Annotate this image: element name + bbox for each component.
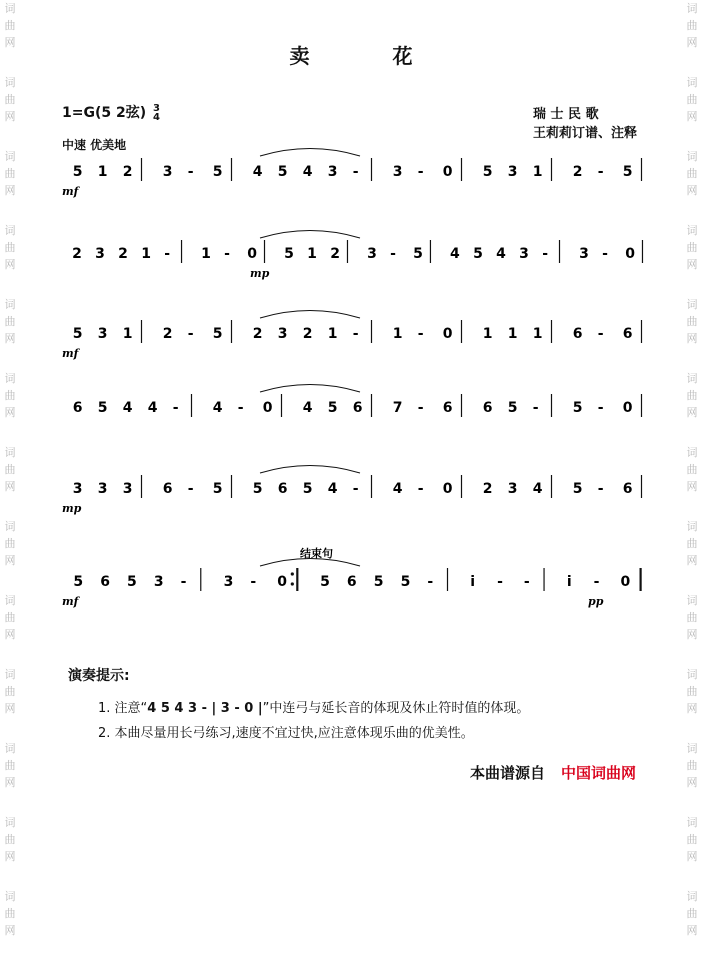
note: 6 xyxy=(162,481,173,497)
watermark-glyphs: 词 曲 网 xyxy=(4,372,16,419)
note: 4 xyxy=(122,400,133,416)
note: 4 xyxy=(302,400,313,416)
note: 3 xyxy=(579,246,589,262)
slur xyxy=(260,466,360,474)
note: 0 xyxy=(622,400,633,416)
slur xyxy=(260,149,360,157)
note: 1 xyxy=(122,326,133,342)
note: 3 xyxy=(277,326,288,342)
note: 3 xyxy=(519,246,529,262)
note: 0 xyxy=(442,164,453,180)
tip-1 xyxy=(98,697,529,716)
note: - xyxy=(187,326,194,342)
note: 3 xyxy=(507,481,518,497)
note: - xyxy=(224,246,230,262)
note: 3 xyxy=(97,481,108,497)
note: 3 xyxy=(507,164,518,180)
watermark-glyphs: 词 曲 网 xyxy=(4,2,16,49)
note: 5 xyxy=(97,400,108,416)
dynamic-marking: mp xyxy=(62,502,82,515)
note: 1 xyxy=(327,326,338,342)
note: 4 xyxy=(147,400,158,416)
note: 3 xyxy=(153,574,164,590)
note: 6 xyxy=(622,481,633,497)
footer xyxy=(470,762,636,783)
score-line xyxy=(60,547,658,633)
note: 4 xyxy=(392,481,403,497)
note: - xyxy=(187,164,194,180)
note: 3 xyxy=(367,246,377,262)
dynamic-marking: mf xyxy=(62,347,79,360)
time-sig-bottom: 4 xyxy=(153,112,160,123)
note: 4 xyxy=(327,481,338,497)
watermark-glyphs: 词 曲 网 xyxy=(4,594,16,641)
note: - xyxy=(352,164,359,180)
watermark-glyphs: 词 曲 网 xyxy=(4,150,16,197)
watermark-glyphs: 词 曲 网 xyxy=(686,2,698,49)
slur xyxy=(260,385,360,393)
note: 4 xyxy=(252,164,263,180)
note: 7 xyxy=(392,400,403,416)
note: 5 xyxy=(212,481,223,497)
note: 6 xyxy=(442,400,453,416)
note: 3 xyxy=(162,164,173,180)
note: 6 xyxy=(277,481,288,497)
note: 4 xyxy=(496,246,506,262)
note: 1 xyxy=(97,164,108,180)
note: 0 xyxy=(262,400,273,416)
note: - xyxy=(532,400,539,416)
note: - xyxy=(597,400,604,416)
note: 5 xyxy=(72,164,83,180)
tips-heading: 演奏提示: xyxy=(68,668,130,684)
note: 1 xyxy=(201,246,211,262)
note: 5 xyxy=(572,400,583,416)
note: 1 xyxy=(507,326,518,342)
note: - xyxy=(417,481,424,497)
tip-2: 2. 本曲尽量用长弓练习,速度不宜过快,应注意体现乐曲的优美性。 xyxy=(98,726,474,741)
note: 5 xyxy=(413,246,423,262)
watermark-right xyxy=(685,0,699,962)
note: i xyxy=(566,574,572,590)
note: 6 xyxy=(346,574,357,590)
note: 1 xyxy=(532,164,543,180)
note: 4 xyxy=(212,400,223,416)
watermark-glyphs: 词 曲 网 xyxy=(686,890,698,937)
dynamic-marking: mf xyxy=(62,185,79,198)
footer-source: 本曲谱源自 xyxy=(470,764,546,782)
note: - xyxy=(250,574,257,590)
note: 4 xyxy=(532,481,543,497)
score-line xyxy=(60,460,658,540)
note: 2 xyxy=(118,246,128,262)
watermark-glyphs: 词 曲 网 xyxy=(686,150,698,197)
watermark-glyphs: 词 曲 网 xyxy=(4,446,16,493)
note: - xyxy=(597,481,604,497)
time-sig-top: 3 xyxy=(153,103,160,114)
tip-1-suffix: ”中连弓与延长音的体现及休止符时值的体现。 xyxy=(262,701,530,716)
note: 1 xyxy=(532,326,543,342)
ending-label: 结束句 xyxy=(300,547,333,560)
note: 3 xyxy=(95,246,105,262)
note: 6 xyxy=(72,400,83,416)
note: 2 xyxy=(162,326,173,342)
watermark-left xyxy=(3,0,17,962)
arranger-credit: 王莉莉订谱、注释 xyxy=(533,126,638,141)
repeat-dot xyxy=(291,582,294,585)
watermark-glyphs: 词 曲 网 xyxy=(686,224,698,271)
note: 6 xyxy=(352,400,363,416)
note: 5 xyxy=(507,400,518,416)
note: - xyxy=(164,246,171,262)
slur xyxy=(260,311,360,319)
note: 4 xyxy=(450,246,460,262)
note: 5 xyxy=(302,481,313,497)
note: 0 xyxy=(442,481,453,497)
watermark-glyphs: 词 曲 网 xyxy=(686,594,698,641)
note: - xyxy=(602,246,608,262)
watermark-glyphs: 词 曲 网 xyxy=(686,520,698,567)
watermark-glyphs: 词 曲 网 xyxy=(686,742,698,789)
note: i xyxy=(470,574,476,590)
note: 5 xyxy=(373,574,384,590)
note: 5 xyxy=(320,574,330,590)
note: 5 xyxy=(252,481,263,497)
note: 5 xyxy=(212,164,223,180)
note: - xyxy=(417,164,424,180)
note: - xyxy=(597,164,604,180)
note: 6 xyxy=(572,326,583,342)
note: 1 xyxy=(392,326,403,342)
tip-1-phrase: 4 5 4 3 - | 3 - 0 | xyxy=(147,701,263,716)
note: - xyxy=(542,246,549,262)
watermark-glyphs: 词 曲 网 xyxy=(4,816,16,863)
note: 3 xyxy=(223,574,234,590)
note: 5 xyxy=(482,164,493,180)
note: - xyxy=(390,246,396,262)
note: 2 xyxy=(72,246,82,262)
score-line xyxy=(60,143,658,223)
note: 5 xyxy=(212,326,223,342)
note: 5 xyxy=(327,400,338,416)
watermark-glyphs: 词 曲 网 xyxy=(686,372,698,419)
score-line xyxy=(60,305,658,385)
note: 3 xyxy=(97,326,108,342)
note: - xyxy=(352,481,359,497)
key-text: 1=G(5 2弦) xyxy=(62,105,147,121)
watermark-glyphs: 词 曲 网 xyxy=(4,224,16,271)
note: 1 xyxy=(482,326,493,342)
note: - xyxy=(237,400,244,416)
note: - xyxy=(352,326,359,342)
tempo-marking: 中速 优美地 xyxy=(62,138,127,152)
note: 5 xyxy=(72,326,83,342)
note: - xyxy=(187,481,194,497)
watermark-glyphs: 词 曲 网 xyxy=(686,76,698,123)
note: 3 xyxy=(72,481,83,497)
watermark-glyphs: 词 曲 网 xyxy=(686,298,698,345)
note: 6 xyxy=(482,400,493,416)
note: 3 xyxy=(122,481,133,497)
page-title: 卖 花 xyxy=(289,44,451,68)
note: 0 xyxy=(625,246,635,262)
note: 2 xyxy=(330,246,340,262)
note: 2 xyxy=(302,326,313,342)
repeat-dot xyxy=(291,572,294,575)
note: 5 xyxy=(622,164,633,180)
key-signature xyxy=(62,102,160,122)
watermark-glyphs: 词 曲 网 xyxy=(4,890,16,937)
note: 2 xyxy=(252,326,263,342)
note: 2 xyxy=(572,164,583,180)
note: - xyxy=(172,400,179,416)
note: - xyxy=(180,574,187,590)
note: 2 xyxy=(122,164,133,180)
note: 5 xyxy=(277,164,288,180)
footer-site-link[interactable]: 中国词曲网 xyxy=(561,764,637,782)
note: 0 xyxy=(247,246,257,262)
note: 0 xyxy=(277,574,287,590)
note: - xyxy=(417,400,424,416)
note: 0 xyxy=(442,326,453,342)
note: 1 xyxy=(141,246,151,262)
note: - xyxy=(497,574,503,590)
note: - xyxy=(427,574,434,590)
note: 5 xyxy=(284,246,294,262)
watermark-glyphs: 词 曲 网 xyxy=(686,446,698,493)
note: 2 xyxy=(482,481,493,497)
note: 5 xyxy=(572,481,583,497)
dynamic-marking: mf xyxy=(62,595,79,608)
note: 3 xyxy=(392,164,403,180)
note: 0 xyxy=(620,574,631,590)
note: - xyxy=(597,326,604,342)
watermark-glyphs: 词 曲 网 xyxy=(4,668,16,715)
time-signature xyxy=(153,104,160,122)
note: 5 xyxy=(400,574,411,590)
watermark-glyphs: 词 曲 网 xyxy=(4,298,16,345)
note: - xyxy=(523,574,530,590)
note: - xyxy=(593,574,600,590)
score-line xyxy=(60,225,658,305)
score-line xyxy=(60,379,658,459)
dynamic-marking: mp xyxy=(250,267,270,280)
watermark-glyphs: 词 曲 网 xyxy=(686,668,698,715)
tip-1-prefix: 1. 注意“ xyxy=(98,701,148,716)
dynamic-marking: pp xyxy=(588,595,604,608)
watermark-glyphs: 词 曲 网 xyxy=(4,76,16,123)
note: 3 xyxy=(327,164,338,180)
note: 5 xyxy=(73,574,84,590)
slur xyxy=(260,231,360,239)
composer-credit: 瑞 士 民 歌 xyxy=(533,107,599,122)
watermark-glyphs: 词 曲 网 xyxy=(4,742,16,789)
note: 4 xyxy=(302,164,313,180)
note: 1 xyxy=(307,246,317,262)
watermark-glyphs: 词 曲 网 xyxy=(4,520,16,567)
note: 6 xyxy=(622,326,633,342)
note: 5 xyxy=(473,246,483,262)
note: 6 xyxy=(100,574,110,590)
watermark-glyphs: 词 曲 网 xyxy=(686,816,698,863)
note: 5 xyxy=(127,574,137,590)
note: - xyxy=(417,326,424,342)
